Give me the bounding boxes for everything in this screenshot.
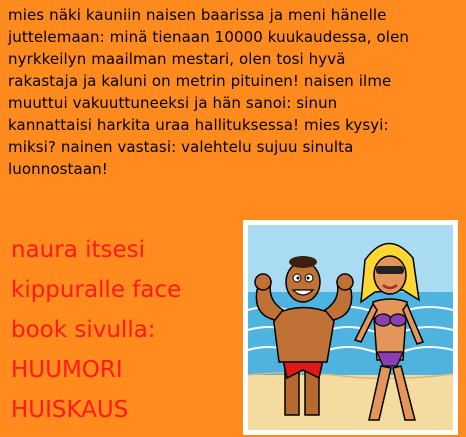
joke-line: muuttui vakuuttuneeksi ja hän sanoi: sinun — [8, 94, 338, 112]
joke-line: luonnostaan! — [8, 160, 108, 178]
joke-line: juttelemaan: minä tienaan 10000 kuukaudessa, olen — [8, 28, 410, 46]
sand — [248, 375, 453, 430]
promo-line: naura itsesi — [11, 237, 146, 263]
promo-line: HUUMORI — [11, 357, 123, 383]
promo-text — [11, 230, 236, 430]
joke-line: rakastaja ja kaluni on metrin pituinen! naisen ilme — [8, 72, 392, 90]
promo-line: book sivulla: — [11, 317, 156, 343]
joke-line: nyrkkeilyn maailman mestari, olen tosi hyvä — [8, 50, 346, 68]
joke-text — [8, 4, 462, 180]
joke-line: mies näki kauniin naisen baarissa ja meni hänelle — [8, 6, 387, 24]
beach-cartoon-image — [243, 220, 458, 435]
promo-line: kippuralle face — [11, 277, 182, 303]
joke-line: miksi? nainen vastasi: valehtelu sujuu sinulta — [8, 138, 354, 156]
joke-line: kannattaisi harkita uraa hallituksessa! mies kysyi: — [8, 116, 389, 134]
promo-line: HUISKAUS — [11, 397, 129, 423]
